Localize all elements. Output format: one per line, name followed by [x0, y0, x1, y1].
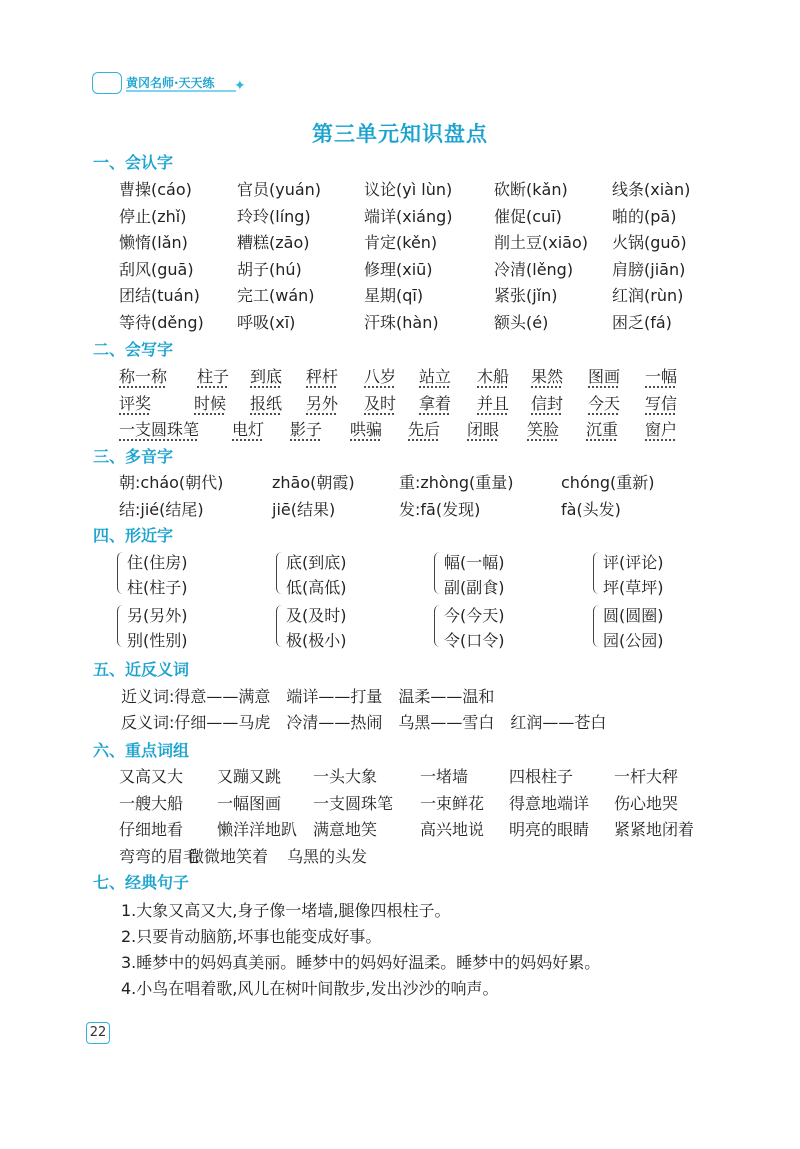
- phrase: 高兴地说: [420, 820, 485, 839]
- recognize-word: 火锅(guō): [612, 233, 687, 252]
- sentence: 4.小鸟在唱着歌,风儿在树叶间散步,发出沙沙的响声。: [121, 979, 499, 998]
- similar-char: 住(住房): [127, 553, 188, 572]
- recognize-word: 汗珠(hàn): [364, 312, 439, 332]
- write-word: 八岁: [364, 367, 397, 386]
- section-heading-recognize: 一、会认字: [93, 153, 174, 172]
- recognize-word: 停止(zhǐ): [119, 206, 187, 226]
- recognize-word: 冷清(lěng): [494, 259, 574, 279]
- polyphone-entry: chóng(重新): [561, 473, 655, 492]
- similar-char: 评(评论): [603, 553, 664, 572]
- phrase: 一束鲜花: [420, 793, 485, 813]
- write-word: 一幅: [645, 367, 678, 386]
- write-word: 窗户: [645, 420, 678, 439]
- sentence: 2.只要肯动脑筋,坏事也能变成好事。: [121, 927, 382, 946]
- similar-char: 低(高低): [286, 578, 347, 597]
- write-word: 先后: [408, 420, 441, 439]
- recognize-word: 议论(yì lùn): [364, 180, 453, 199]
- write-word: 沉重: [586, 420, 619, 439]
- polyphone-entry: fà(头发): [561, 500, 621, 519]
- phrase: 四根柱子: [509, 767, 574, 786]
- phrase: 弯弯的眉毛: [119, 846, 200, 866]
- recognize-word: 肩膀(jiān): [612, 259, 686, 279]
- similar-char: 幅(一幅): [444, 553, 505, 572]
- write-word: 影子: [290, 420, 323, 439]
- similar-char: 园(公园): [603, 631, 664, 650]
- recognize-word: 端详(xiáng): [364, 206, 453, 226]
- polyphone-entry: 重:zhòng(重量): [399, 473, 514, 492]
- brace-icon: [434, 552, 443, 594]
- similar-char: 底(到底): [286, 553, 347, 572]
- sentence: 1.大象又高又大,身子像一堵墙,腿像四根柱子。: [121, 901, 451, 920]
- recognize-word: 呼吸(xī): [237, 312, 296, 332]
- recognize-word: 曹操(cáo): [119, 180, 192, 199]
- write-word: 站立: [419, 367, 452, 386]
- recognize-word: 完工(wán): [237, 286, 315, 305]
- recognize-word: 修理(xiū): [364, 259, 433, 279]
- phrase: 又高又大: [119, 767, 184, 786]
- page-number: 22: [86, 1022, 110, 1044]
- polyphone-entry: zhāo(朝霞): [272, 473, 355, 492]
- write-word: 到底: [250, 367, 283, 386]
- write-word: 一支圆珠笔: [119, 420, 200, 439]
- similar-char: 令(口令): [444, 631, 505, 650]
- recognize-word: 星期(qī): [364, 286, 424, 305]
- recognize-word: 团结(tuán): [119, 286, 200, 305]
- recognize-word: 困乏(fá): [612, 312, 672, 332]
- write-word: 笑脸: [527, 420, 560, 439]
- section-heading-phrases: 六、重点词组: [93, 741, 190, 760]
- write-word: 信封: [531, 393, 564, 413]
- brace-icon: [276, 552, 285, 594]
- write-word: 柱子: [197, 367, 230, 386]
- recognize-word: 糟糕(zāo): [237, 233, 310, 252]
- polyphone-entry: 朝:cháo(朝代): [119, 473, 224, 492]
- write-word: 电灯: [232, 420, 265, 439]
- write-word: 今天: [588, 393, 621, 413]
- write-word: 闭眼: [467, 420, 500, 439]
- brace-icon: [117, 605, 126, 647]
- recognize-word: 啪的(pā): [612, 206, 677, 226]
- section-heading-similar: 四、形近字: [93, 526, 174, 545]
- recognize-word: 催促(cuī): [494, 206, 562, 226]
- phrase: 伤心地哭: [614, 793, 679, 813]
- phrase: 得意地端详: [509, 793, 590, 813]
- phrase: 一头大象: [313, 767, 378, 786]
- section-heading-write: 二、会写字: [93, 340, 174, 359]
- bear-icon: [92, 72, 122, 94]
- phrase: 一艘大船: [119, 793, 184, 813]
- write-word: 拿着: [419, 393, 452, 413]
- write-word: 秤杆: [306, 367, 339, 386]
- page-title: 第三单元知识盘点: [312, 122, 488, 146]
- write-word: 报纸: [250, 393, 283, 413]
- phrase: 一堵墙: [420, 767, 469, 786]
- write-word: 并且: [477, 393, 510, 413]
- recognize-word: 胡子(hú): [237, 259, 302, 279]
- logo-text: 黄冈名师·天天练: [126, 76, 215, 90]
- phrase: 仔细地看: [119, 820, 184, 839]
- brace-icon: [117, 552, 126, 594]
- recognize-word: 等待(děng): [119, 312, 204, 332]
- sentence: 3.睡梦中的妈妈真美丽。睡梦中的妈妈好温柔。睡梦中的妈妈好累。: [121, 953, 601, 972]
- logo-underline: [126, 90, 236, 92]
- phrase: 一幅图画: [217, 793, 282, 813]
- section-heading-polyphone: 三、多音字: [93, 447, 174, 466]
- recognize-word: 刮风(guā): [119, 259, 194, 279]
- phrase: 一杆大秤: [614, 767, 679, 786]
- write-word: 写信: [645, 393, 678, 413]
- write-word: 评奖: [119, 393, 152, 413]
- brace-icon: [276, 605, 285, 647]
- write-word: 果然: [531, 367, 564, 386]
- write-word: 另外: [306, 393, 339, 413]
- phrase: 满意地笑: [313, 820, 378, 839]
- phrase: 微微地笑着: [188, 846, 269, 866]
- similar-char: 副(副食): [444, 578, 505, 597]
- phrase: 明亮的眼睛: [509, 820, 590, 839]
- polyphone-entry: 发:fā(发现): [399, 500, 481, 519]
- write-word: 哄骗: [350, 420, 383, 439]
- recognize-word: 肯定(kěn): [364, 233, 438, 252]
- phrase: 乌黑的头发: [287, 846, 368, 866]
- similar-char: 柱(柱子): [127, 578, 188, 597]
- recognize-word: 官员(yuán): [237, 180, 322, 199]
- header-logo: [92, 68, 252, 96]
- recognize-word: 玲玲(líng): [237, 206, 311, 226]
- polyphone-entry: 结:jié(结尾): [119, 500, 204, 519]
- write-word: 称一称: [119, 367, 168, 386]
- sparkle-icon: ✦: [234, 78, 246, 94]
- recognize-word: 懒惰(lǎn): [119, 233, 188, 252]
- similar-char: 极(极小): [286, 631, 347, 650]
- recognize-word: 削土豆(xiāo): [494, 233, 588, 252]
- section-heading-synonyms: 五、近反义词: [93, 660, 190, 679]
- write-word: 及时: [364, 393, 397, 413]
- phrase: 紧紧地闭着: [614, 820, 695, 839]
- recognize-word: 红润(rùn): [612, 286, 684, 305]
- similar-char: 及(及时): [286, 606, 347, 625]
- brace-icon: [593, 605, 602, 647]
- phrase: 一支圆珠笔: [313, 793, 394, 813]
- polyphone-entry: jiē(结果): [272, 500, 336, 519]
- recognize-word: 线条(xiàn): [612, 180, 691, 199]
- similar-char: 圆(圆圈): [603, 606, 664, 625]
- section-heading-sentences: 七、经典句子: [93, 873, 190, 892]
- synonym-line: 近义词:得意——满意 端详——打量 温柔——温和: [121, 687, 495, 706]
- write-word: 木船: [477, 367, 510, 386]
- write-word: 时候: [194, 393, 227, 413]
- phrase: 又蹦又跳: [217, 767, 282, 786]
- recognize-word: 额头(é): [494, 312, 549, 332]
- recognize-word: 砍断(kǎn): [494, 180, 568, 199]
- similar-char: 今(今天): [444, 606, 505, 625]
- similar-char: 坪(草坪): [603, 578, 664, 597]
- similar-char: 别(性别): [127, 631, 188, 650]
- brace-icon: [434, 605, 443, 647]
- antonym-line: 反义词:仔细——马虎 冷清——热闹 乌黑——雪白 红润——苍白: [121, 713, 607, 732]
- phrase: 懒洋洋地趴: [217, 820, 298, 839]
- recognize-word: 紧张(jǐn): [494, 286, 558, 305]
- brace-icon: [593, 552, 602, 594]
- similar-char: 另(另外): [127, 606, 188, 625]
- write-word: 图画: [588, 367, 621, 386]
